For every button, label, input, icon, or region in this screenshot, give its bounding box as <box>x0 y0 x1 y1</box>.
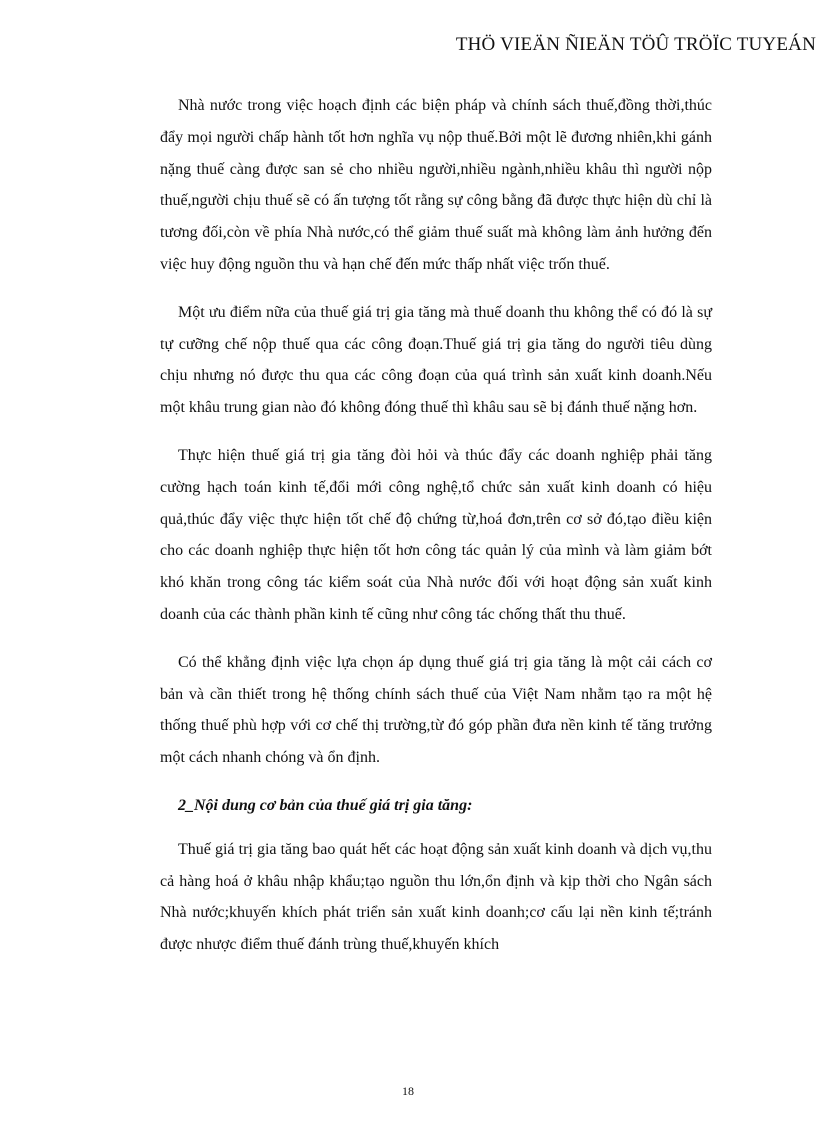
paragraph: Thuế giá trị gia tăng bao quát hết các hoạt động sản xuất kinh doanh và dịch vụ,thu cả hàng hoá ở khâu nhập khẩu;tạo nguồn thu lớn,ổn định và kịp thời cho Ngân sách Nhà nước;khuyến khích phát triển sản xuất kinh doanh;cơ cấu lại nền kinh tế;tránh được nhược điểm thuế đánh trùng thuế,khuyến khích <box>160 840 712 954</box>
page-number: 18 <box>402 1084 414 1098</box>
page-header: THÖ VIEÄN ÑIEÄN TÖÛ TRÖÏC TUYEÁN <box>455 34 816 55</box>
paragraph: Thực hiện thuế giá trị gia tăng đòi hỏi và thúc đẩy các doanh nghiệp phải tăng cường hạch toán kinh tế,đổi mới công nghệ,tổ chức sản xuất kinh doanh có hiệu quả,thúc đẩy việc thực hiện tốt chế độ chứng từ,hoá đơn,trên cơ sở đó,tạo điều kiện cho các doanh nghiệp thực hiện tốt hơn công tác quản lý của mình và làm giảm bớt khó khăn trong công tác kiểm soát của Nhà nước đối với hoạt động sản xuất kinh doanh của các thành phần kinh tế cũng như công tác chống thất thu thuế. <box>160 446 712 623</box>
section-heading: 2_Nội dung cơ bản của thuế giá trị gia tăng: <box>178 796 473 814</box>
paragraph: Một ưu điểm nữa của thuế giá trị gia tăng mà thuế doanh thu không thể có đó là sự tự cưỡng chế nộp thuế qua các công đoạn.Thuế giá trị gia tăng do người tiêu dùng chịu nhưng nó được thu qua các công đoạn của quá trình sản xuất kinh doanh.Nếu một khâu trung gian nào đó không đóng thuế thì khâu sau sẽ bị đánh thuế nặng hơn. <box>160 303 712 417</box>
paragraph: Có thể khẳng định việc lựa chọn áp dụng thuế giá trị gia tăng là một cải cách cơ bản và cần thiết trong hệ thống chính sách thuế của Việt Nam nhằm tạo ra một hệ thống thuế phù hợp với cơ chế thị trường,từ đó góp phần đưa nền kinh tế tăng trưởng một cách nhanh chóng và ổn định. <box>160 653 712 767</box>
document-body <box>160 90 712 977</box>
paragraph: Nhà nước trong việc hoạch định các biện pháp và chính sách thuế,đồng thời,thúc đẩy mọi người chấp hành tốt hơn nghĩa vụ nộp thuế.Bởi một lẽ đương nhiên,khi gánh nặng thuế càng được san sẻ cho nhiều người,nhiều ngành,nhiều khâu thì người nộp thuế,người chịu thuế sẽ có ấn tượng tốt rằng sự công bằng đã được thực hiện dù chỉ là tương đối,còn về phía Nhà nước,có thể giảm thuế suất mà không làm ảnh hưởng đến việc huy động nguồn thu và hạn chế đến mức thấp nhất việc trốn thuế. <box>160 97 712 273</box>
